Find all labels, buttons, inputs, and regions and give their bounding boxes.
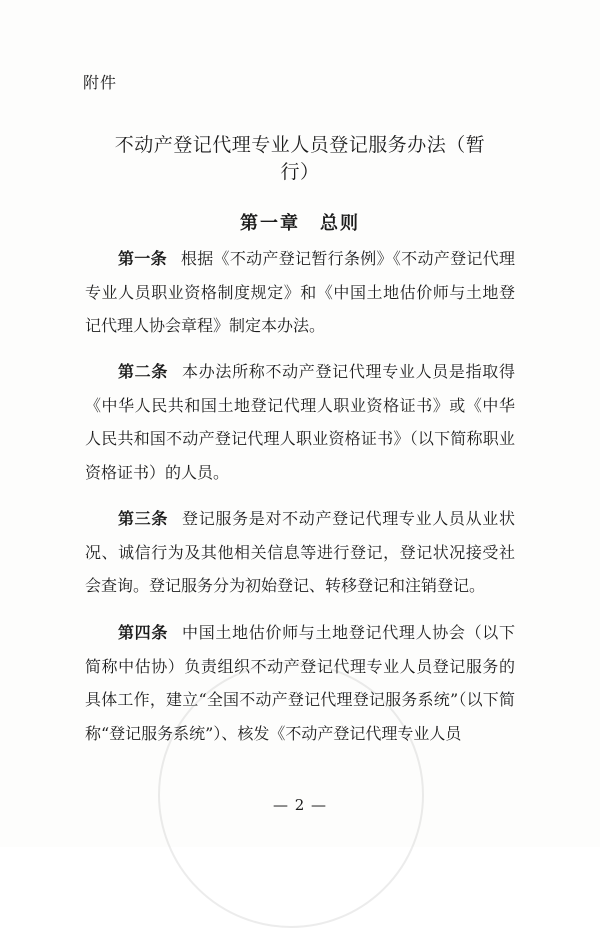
article-2-label: 第二条 [118,362,169,381]
page-number: — 2 — [272,796,328,814]
article-1-label: 第一条 [118,249,167,268]
article-4 [85,616,515,750]
article-2 [85,355,515,489]
article-4-label: 第四条 [118,623,169,642]
document-title: 不动产登记代理专业人员登记服务办法（暂行） [114,134,486,183]
article-3-label: 第三条 [118,509,169,528]
article-4-text: 中国土地估价师与土地登记代理人协会（以下简称中估协）负责组织不动产登记代理专业人员登记服务的具体工作，建立“全国不动产登记代理登记服务系统”（以下简称“登记服务系统”）、核发《不动产登记代理专业人员 [85,623,515,743]
chapter-heading: 第一章 总则 [240,213,360,234]
article-2-text: 本办法所称不动产登记代理专业人员是指取得《中华人民共和国土地登记代理人职业资格证书》或《中华人民共和国不动产登记代理人职业资格证书》（以下简称职业资格证书）的人员。 [85,362,515,482]
article-3-text: 登记服务是对不动产登记代理专业人员从业状况、诚信行为及其他相关信息等进行登记，登记状况接受社会查询。登记服务分为初始登记、转移登记和注销登记。 [85,509,515,595]
annex-label: 附件 [83,73,118,92]
article-1-text: 根据《不动产登记暂行条例》《不动产登记代理专业人员职业资格制度规定》和《中国土地估价师与土地登记代理人协会章程》制定本办法。 [85,249,515,335]
article-3 [85,502,515,603]
article-1 [85,242,515,343]
